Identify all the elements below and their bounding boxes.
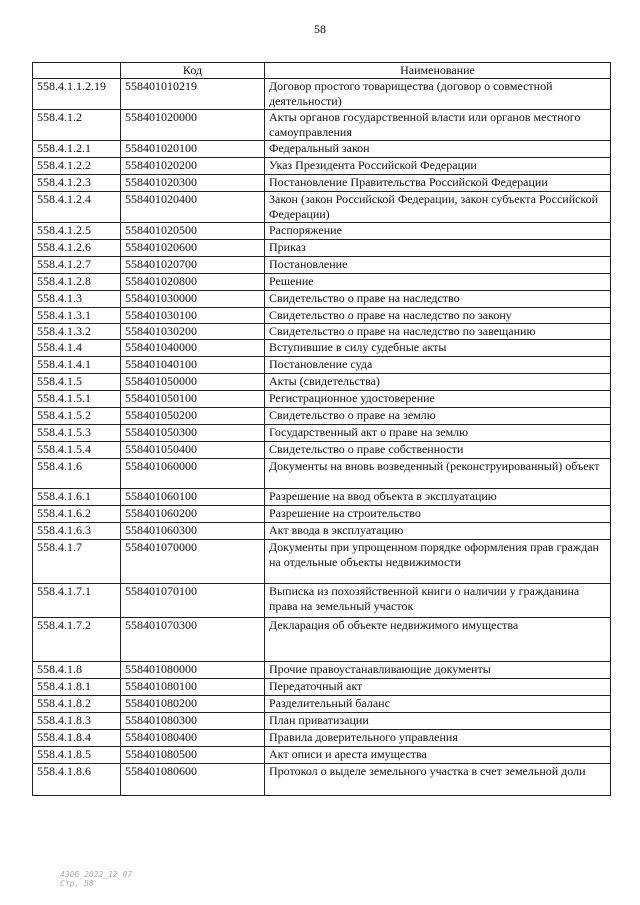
row-name: План приватизации [265, 713, 611, 730]
header-number [33, 63, 121, 79]
row-code: 558401010219 [121, 79, 265, 110]
table-header-row [33, 63, 611, 79]
row-code: 558401020700 [121, 257, 265, 274]
row-code: 558401020500 [121, 223, 265, 240]
row-code: 558401070300 [121, 618, 265, 662]
table-row [33, 257, 611, 274]
row-name: Акты органов государственной власти или органов местного самоуправления [265, 110, 611, 141]
row-code: 558401020600 [121, 240, 265, 257]
row-number: 558.4.1.2.3 [33, 175, 121, 192]
footer-stamp [60, 870, 132, 888]
row-code: 558401020200 [121, 158, 265, 175]
row-number: 558.4.1.2.4 [33, 192, 121, 223]
row-name: Постановление [265, 257, 611, 274]
row-number: 558.4.1.7.1 [33, 584, 121, 618]
row-name: Свидетельство о праве на землю [265, 408, 611, 425]
row-name: Документы на вновь возведенный (реконструированный) объект [265, 459, 611, 489]
row-code: 558401020800 [121, 274, 265, 291]
table-row [33, 618, 611, 662]
table-row [33, 274, 611, 291]
table-row [33, 662, 611, 679]
row-number: 558.4.1.4 [33, 340, 121, 357]
row-number: 558.4.1.3.1 [33, 308, 121, 324]
row-code: 558401020300 [121, 175, 265, 192]
row-number: 558.4.1.5.3 [33, 425, 121, 442]
row-code: 558401040100 [121, 357, 265, 374]
row-name: Передаточный акт [265, 679, 611, 696]
row-number: 558.4.1.8.6 [33, 764, 121, 796]
row-number: 558.4.1.1.2.19 [33, 79, 121, 110]
row-name: Приказ [265, 240, 611, 257]
row-number: 558.4.1.5 [33, 374, 121, 391]
row-code: 558401060300 [121, 523, 265, 540]
row-name: Свидетельство о праве на наследство по завещанию [265, 324, 611, 340]
table-row [33, 223, 611, 240]
table-row [33, 584, 611, 618]
row-name: Документы при упрощенном порядке оформления прав граждан на отдельные объекты недвижимости [265, 540, 611, 584]
header-name: Наименование [265, 63, 611, 79]
table-row [33, 540, 611, 584]
table-row [33, 158, 611, 175]
classifier-table [32, 62, 611, 796]
table-row [33, 340, 611, 357]
row-code: 558401080400 [121, 730, 265, 747]
row-name: Правила доверительного управления [265, 730, 611, 747]
row-code: 558401030000 [121, 291, 265, 308]
row-name: Постановление суда [265, 357, 611, 374]
row-code: 558401020000 [121, 110, 265, 141]
row-code: 558401060000 [121, 459, 265, 489]
row-name: Прочие правоустанавливающие документы [265, 662, 611, 679]
row-code: 558401070000 [121, 540, 265, 584]
row-code: 558401080600 [121, 764, 265, 796]
header-code: Код [121, 63, 265, 79]
table-row [33, 747, 611, 764]
row-number: 558.4.1.8.3 [33, 713, 121, 730]
row-number: 558.4.1.3 [33, 291, 121, 308]
page-number: 58 [314, 22, 326, 36]
table-row [33, 240, 611, 257]
table-row [33, 713, 611, 730]
row-number: 558.4.1.2.8 [33, 274, 121, 291]
row-number: 558.4.1.2.2 [33, 158, 121, 175]
row-name: Разрешение на ввод объекта в эксплуатацию [265, 489, 611, 506]
table-row [33, 679, 611, 696]
row-name: Закон (закон Российской Федерации, закон субъекта Российской Федерации) [265, 192, 611, 223]
row-code: 558401050400 [121, 442, 265, 459]
row-code: 558401080300 [121, 713, 265, 730]
row-name: Государственный акт о праве на землю [265, 425, 611, 442]
row-number: 558.4.1.5.2 [33, 408, 121, 425]
table-row [33, 192, 611, 223]
row-number: 558.4.1.3.2 [33, 324, 121, 340]
row-name: Решение [265, 274, 611, 291]
row-code: 558401020400 [121, 192, 265, 223]
row-code: 558401040000 [121, 340, 265, 357]
table-row [33, 506, 611, 523]
row-number: 558.4.1.2.7 [33, 257, 121, 274]
row-name: Договор простого товарищества (договор о совместной деятельности) [265, 79, 611, 110]
row-name: Акты (свидетельства) [265, 374, 611, 391]
table-row [33, 730, 611, 747]
row-number: 558.4.1.5.1 [33, 391, 121, 408]
row-code: 558401020100 [121, 141, 265, 158]
row-number: 558.4.1.8.4 [33, 730, 121, 747]
table-row [33, 291, 611, 308]
row-number: 558.4.1.7.2 [33, 618, 121, 662]
row-code: 558401050000 [121, 374, 265, 391]
footer-line-2: Стр. 58 [60, 879, 94, 888]
row-name: Федеральный закон [265, 141, 611, 158]
row-number: 558.4.1.4.1 [33, 357, 121, 374]
row-code: 558401050300 [121, 425, 265, 442]
table-row [33, 175, 611, 192]
row-code: 558401050200 [121, 408, 265, 425]
row-number: 558.4.1.5.4 [33, 442, 121, 459]
row-code: 558401050100 [121, 391, 265, 408]
row-name: Вступившие в силу судебные акты [265, 340, 611, 357]
table-row [33, 459, 611, 489]
row-number: 558.4.1.8.2 [33, 696, 121, 713]
row-number: 558.4.1.2.6 [33, 240, 121, 257]
row-number: 558.4.1.8 [33, 662, 121, 679]
row-name: Акт описи и ареста имущества [265, 747, 611, 764]
row-number: 558.4.1.6 [33, 459, 121, 489]
footer-line-1: 4306_2022_12_07 [60, 870, 133, 879]
table-row [33, 141, 611, 158]
table-row [33, 696, 611, 713]
row-name: Свидетельство о праве собственности [265, 442, 611, 459]
row-number: 558.4.1.2 [33, 110, 121, 141]
row-number: 558.4.1.2.5 [33, 223, 121, 240]
row-name: Разделительный баланс [265, 696, 611, 713]
table-row [33, 374, 611, 391]
row-number: 558.4.1.8.5 [33, 747, 121, 764]
row-number: 558.4.1.7 [33, 540, 121, 584]
table-row [33, 357, 611, 374]
row-number: 558.4.1.6.1 [33, 489, 121, 506]
table-row [33, 308, 611, 324]
table-row [33, 442, 611, 459]
row-number: 558.4.1.8.1 [33, 679, 121, 696]
table-row [33, 523, 611, 540]
table-row [33, 408, 611, 425]
row-number: 558.4.1.6.2 [33, 506, 121, 523]
row-code: 558401060200 [121, 506, 265, 523]
row-number: 558.4.1.2.1 [33, 141, 121, 158]
row-code: 558401060100 [121, 489, 265, 506]
row-name: Разрешение на строительство [265, 506, 611, 523]
row-code: 558401030100 [121, 308, 265, 324]
row-number: 558.4.1.6.3 [33, 523, 121, 540]
row-code: 558401080100 [121, 679, 265, 696]
row-name: Свидетельство о праве на наследство по закону [265, 308, 611, 324]
row-name: Регистрационное удостоверение [265, 391, 611, 408]
row-code: 558401080200 [121, 696, 265, 713]
row-code: 558401030200 [121, 324, 265, 340]
row-code: 558401070100 [121, 584, 265, 618]
table-row [33, 110, 611, 141]
table-row [33, 489, 611, 506]
table-row [33, 391, 611, 408]
table-row [33, 79, 611, 110]
table-row [33, 764, 611, 796]
row-name: Декларация об объекте недвижимого имущества [265, 618, 611, 662]
table-row [33, 324, 611, 340]
row-name: Свидетельство о праве на наследство [265, 291, 611, 308]
table-row [33, 425, 611, 442]
row-name: Акт ввода в эксплуатацию [265, 523, 611, 540]
row-name: Указ Президента Российской Федерации [265, 158, 611, 175]
row-name: Выписка из похозяйственной книги о наличии у гражданина права на земельный участок [265, 584, 611, 618]
row-name: Протокол о выделе земельного участка в счет земельной доли [265, 764, 611, 796]
row-name: Постановление Правительства Российской Федерации [265, 175, 611, 192]
row-name: Распоряжение [265, 223, 611, 240]
row-code: 558401080000 [121, 662, 265, 679]
row-code: 558401080500 [121, 747, 265, 764]
